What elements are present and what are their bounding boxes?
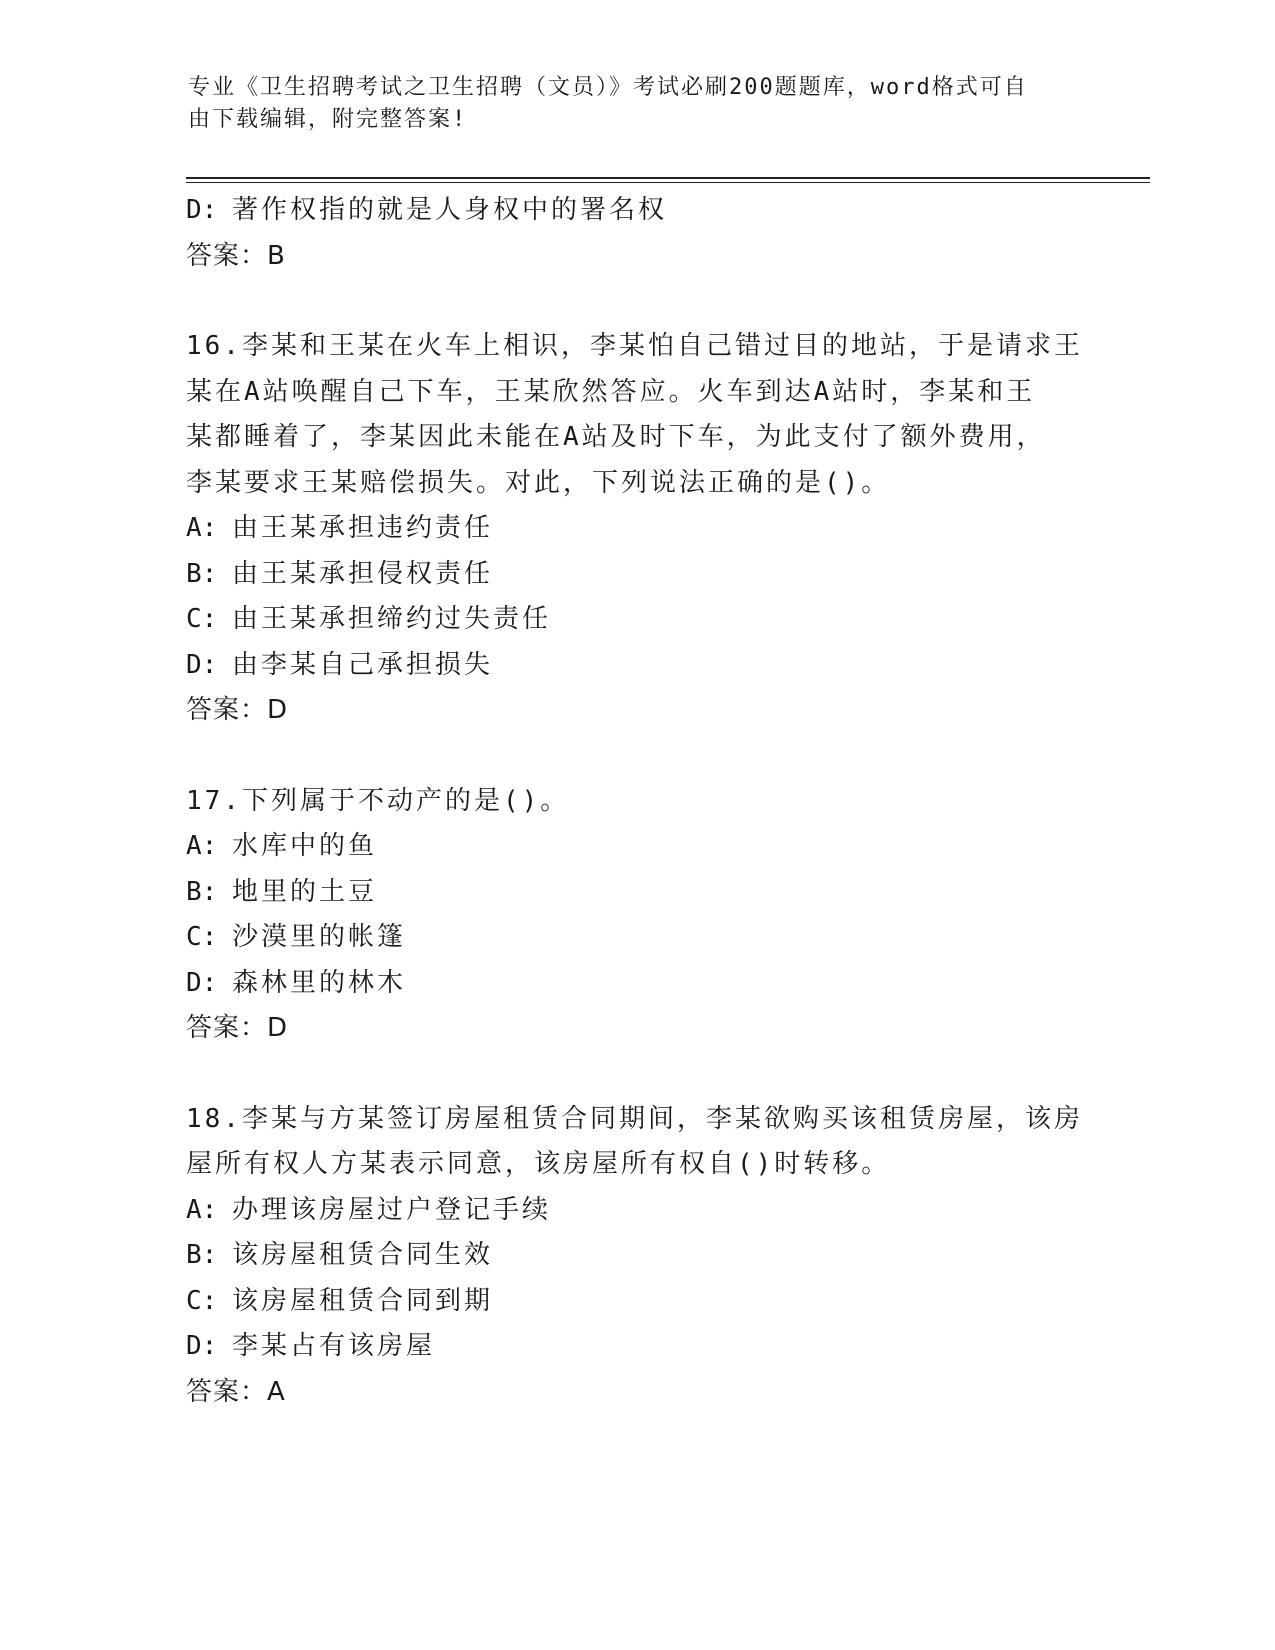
question-stem-line: 某在A站唤醒自己下车，王某欣然答应。火车到达A站时，李某和王	[186, 376, 1036, 407]
option-d	[186, 961, 1086, 1007]
option-b	[186, 552, 1086, 598]
option-label: C:	[186, 922, 218, 952]
option-a	[186, 824, 1086, 870]
option-text: 著作权指的就是人身权中的署名权	[232, 195, 668, 225]
question-18	[186, 1097, 1086, 1416]
question-17	[186, 779, 1086, 1052]
option-text: 沙漠里的帐篷	[232, 922, 407, 952]
answer-line: 答案：A	[186, 1376, 286, 1407]
option-text: 地里的土豆	[232, 876, 378, 907]
option-text: 该房屋租赁合同生效	[232, 1240, 494, 1270]
answer-line: 答案：D	[186, 1013, 289, 1043]
question-16	[186, 324, 1086, 734]
spacer	[186, 1052, 1086, 1097]
option-label: B:	[186, 558, 218, 589]
option-label: A:	[186, 513, 218, 543]
option-label: B:	[186, 876, 218, 907]
option-b	[186, 1233, 1086, 1279]
option-text: 由王某承担侵权责任	[232, 558, 494, 589]
option-a	[186, 1188, 1086, 1234]
option-text: 森林里的林木	[232, 967, 407, 998]
answer-line: 答案：D	[186, 695, 289, 725]
option-c	[186, 915, 1086, 961]
option-text: 水库中的鱼	[232, 831, 378, 861]
question-stem-line: 某都睡着了，李某因此未能在A站及时下车，为此支付了额外费用，	[186, 422, 1046, 452]
option-label: C:	[186, 604, 218, 634]
option-label: C:	[186, 1285, 218, 1316]
option-text: 由王某承担缔约过失责任	[232, 604, 552, 634]
header-line-1: 专业《卫生招聘考试之卫生招聘（文员）》考试必刷200题题库，word格式可自	[188, 75, 1028, 100]
option-text: 李某占有该房屋	[232, 1331, 436, 1361]
question-stem-line: 李某要求王某赔偿损失。对此，下列说法正确的是()。	[186, 467, 891, 498]
option-label: A:	[186, 1194, 218, 1225]
spacer	[186, 734, 1086, 779]
option-label: D:	[186, 1331, 218, 1361]
option-d	[186, 188, 1086, 234]
question-stem-line: 16.李某和王某在火车上相识，李某怕自己错过目的地站，于是请求王	[186, 331, 1083, 361]
option-d	[186, 1324, 1086, 1370]
spacer	[186, 279, 1086, 324]
option-label: D:	[186, 195, 218, 225]
question-stem-line: 17.下列属于不动产的是()。	[186, 785, 570, 816]
header-line-2: 由下载编辑，附完整答案!	[188, 107, 468, 132]
question-content	[186, 188, 1086, 1415]
option-label: B:	[186, 1240, 218, 1270]
option-a	[186, 506, 1086, 552]
option-text: 由王某承担违约责任	[232, 513, 494, 543]
option-label: D:	[186, 649, 218, 680]
answer-line: 答案：B	[186, 240, 286, 271]
option-text: 办理该房屋过户登记手续	[232, 1194, 552, 1225]
option-text: 该房屋租赁合同到期	[232, 1285, 494, 1316]
question-stem-line: 屋所有权人方某表示同意，该房屋所有权自()时转移。	[186, 1149, 891, 1179]
option-d	[186, 643, 1086, 689]
question-stem-line: 18.李某与方某签订房屋租赁合同期间，李某欲购买该租赁房屋，该房	[186, 1103, 1083, 1134]
option-text: 由李某自己承担损失	[232, 649, 494, 680]
document-header	[188, 72, 1068, 136]
option-label: A:	[186, 831, 218, 861]
option-c	[186, 597, 1086, 643]
option-c	[186, 1279, 1086, 1325]
header-divider	[186, 177, 1150, 183]
option-label: D:	[186, 967, 218, 998]
option-b	[186, 870, 1086, 916]
